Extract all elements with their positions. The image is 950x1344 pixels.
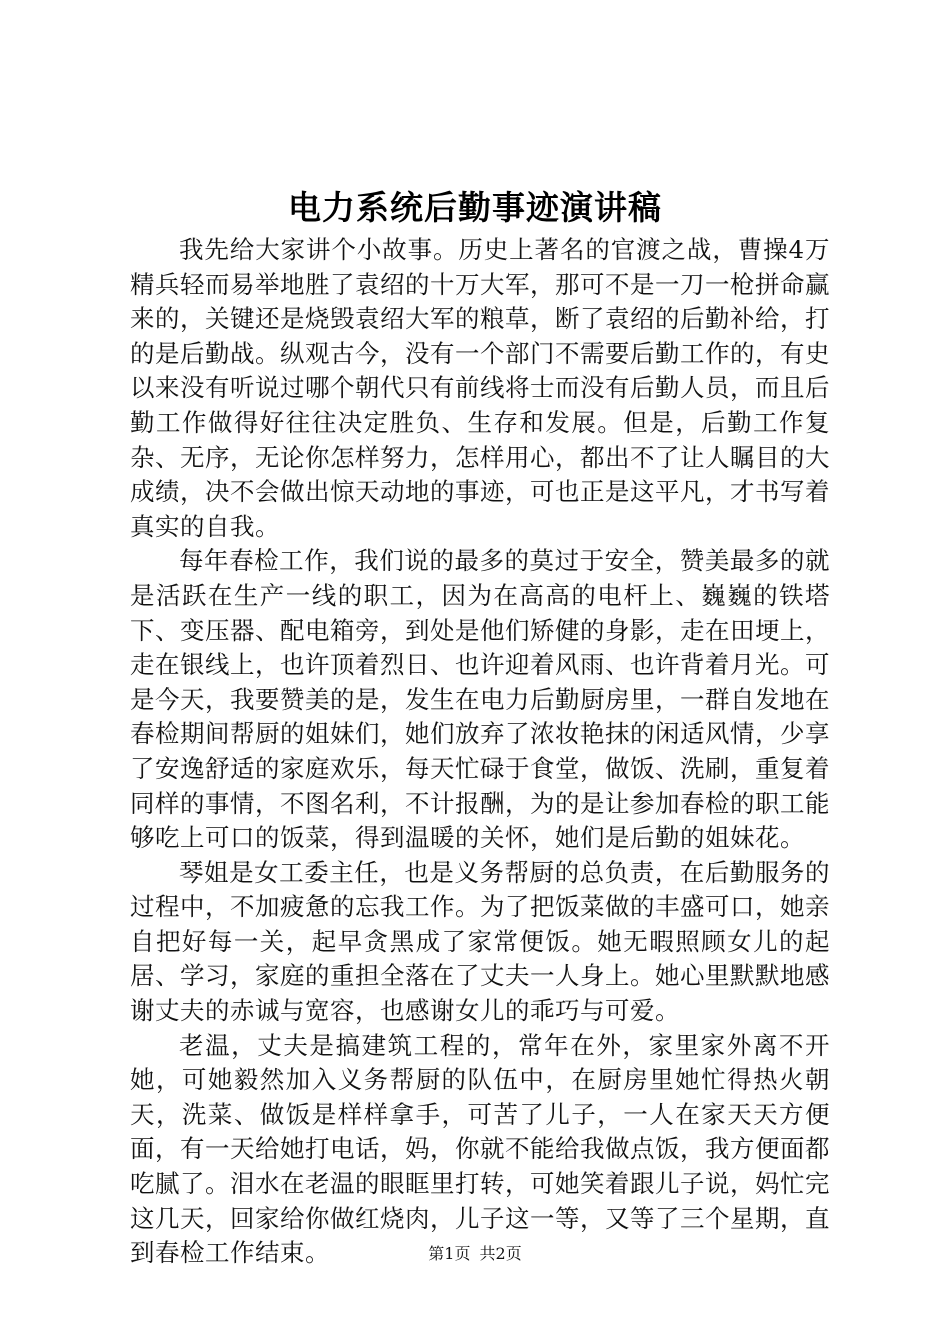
paragraph-4: 老温，丈夫是搞建筑工程的，常年在外，家里家外离不开她，可她毅然加入义务帮厨的队伍中，在厨房里她忙得热火朝天，洗菜、做饭是样样拿手，可苦了儿子，一人在家天天方便面，有一天给她打电话，妈，你就不能给我做点饭，我方便面都吃腻了。泪水在老温的眼眶里打转，可她笑着跟儿子说，妈忙完这几天，回家给你做红烧肉，儿子这一等，又等了三个星期，直到春检工作结束。 [130, 1030, 830, 1268]
document-body [130, 233, 830, 1271]
paragraph-1: 我先给大家讲个小故事。历史上著名的官渡之战，曹操4万精兵轻而易举地胜了袁绍的十万大军，那可不是一刀一枪拼命赢来的，关键还是烧毁袁绍大军的粮草，断了袁绍的后勤补给，打的是后勤战。纵观古今，没有一个部门不需要后勤工作的，有史以来没有听说过哪个朝代只有前线将士而没有后勤人员，而且后勤工作做得好往往决定胜负、生存和发展。但是，后勤工作复杂、无序，无论你怎样努力，怎样用心，都出不了让人瞩目的大成绩，决不会做出惊天动地的事迹，可也正是这平凡，才书写着真实的自我。 [130, 235, 830, 541]
page-number: 第1页 [428, 1244, 471, 1263]
document-title: 电力系统后勤事迹演讲稿 [288, 188, 662, 227]
page-total: 共2页 [479, 1244, 522, 1263]
paragraph-3: 琴姐是女工委主任，也是义务帮厨的总负责，在后勤服务的过程中，不加疲惫的忘我工作。为了把饭菜做的丰盛可口，她亲自把好每一关，起早贪黑成了家常便饭。她无暇照顾女儿的起居、学习，家庭的重担全落在了丈夫一人身上。她心里默默地感谢丈夫的赤诚与宽容，也感谢女儿的乖巧与可爱。 [130, 857, 830, 1026]
page-footer [0, 1242, 950, 1266]
paragraph-2: 每年春检工作，我们说的最多的莫过于安全，赞美最多的就是活跃在生产一线的职工，因为在高高的电杆上、巍巍的铁塔下、变压器、配电箱旁，到处是他们矫健的身影，走在田埂上，走在银线上，也许顶着烈日、也许迎着风雨、也许背着月光。可是今天，我要赞美的是，发生在电力后勤厨房里，一群自发地在春检期间帮厨的姐妹们，她们放弃了浓妆艳抹的闲适风情，少享了安逸舒适的家庭欢乐，每天忙碌于食堂，做饭、洗刷，重复着同样的事情，不图名利，不计报酬，为的是让参加春检的职工能够吃上可口的饭菜，得到温暖的关怀，她们是后勤的姐妹花。 [130, 546, 830, 853]
